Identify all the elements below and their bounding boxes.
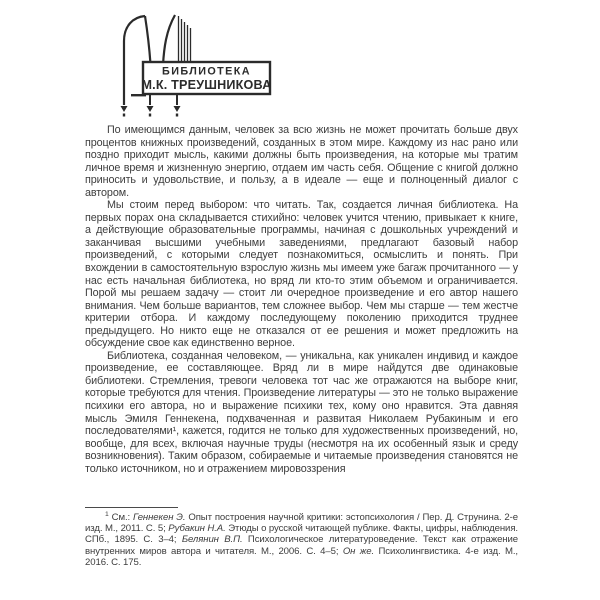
footnote: $^1$ См.: Геннекен Э. Опыт построения научной критики: эстопсихология / Пер. Д. Струнина. 2-е изд. М., 2011. С. 5; Рубакин Н.А. Этюды о русской читающей публике. Факты, цифры, наблюдения. СПб., 1895. С. 3–4; Белянин В.П. Психологическое литературоведение. Текст как отражение внутренних миров автора и читателя. М., 2006. С. 4–5; Он же. Психолингвистика. 4-е изд. М., 2016. С. 175. <box>85 510 518 568</box>
bookmark-tassel-lines <box>150 95 177 105</box>
book-right-page-curve <box>163 15 175 65</box>
open-book-icon <box>98 8 278 123</box>
book-left-page-edge <box>145 16 151 64</box>
footnote-divider <box>85 507 178 508</box>
logo-series-title-line1: БИБЛИОТЕКА <box>162 65 251 78</box>
body-paragraph: По имеющимся данным, человек за всю жизнь не может прочитать больше двух процентов книжных произведений, созданных в этом мире. Каждому из нас рано или поздно приходит мысль, какими должны быть произведения, на которые мы тратим личное время и жизненную энергию, отдаем им часть себя. Общение с книгой должно приносить и удовольствие, и пользу, а в идеале — еще и полноценный диалог с автором. <box>85 124 518 199</box>
body-text-block <box>85 124 518 475</box>
body-paragraph: Мы стоим перед выбором: что читать. Так, создается личная библиотека. На первых порах она складывается стихийно: человек учится чтению, привыкает к книге, а действующие образовательные программы, начиная с дошкольных учреждений и заканчивая высшими учебными заведениями, предлагают базовый набор произведений, с которыми следует познакомиться, осмыслить и понять. При вхождении в самостоятельную взрослую жизнь мы имеем уже багаж прочитанного — у нас есть начальная библиотека, но вряд ли кто-то этим объемом и ограничивается. Порой мы решаем задачу — стоит ли очередное произведение и его автор нашего внимания. Чем больше вариантов, тем сложнее выбор. Чем мы старше — тем жестче критерии отбора. И каждому последующему поколению приходится труднее предыдущего. Но никто еще не отказался от ее решения и может предложить на обсуждение свое как единственно верное. <box>85 199 518 350</box>
publisher-logo <box>98 8 278 123</box>
bookmark-tassel-tips <box>121 106 181 117</box>
body-paragraph: Библиотека, созданная человеком, — уникальна, как уникален индивид и каждое произведение, ее составляющее. Вряд ли в мире найдутся две одинаковые библиотеки. Стремления, тревоги человека тот час же отражаются на выборе книг, которые требуются для чтения. Произведение литературы — это не только выражение психики его автора, но и выражение психики тех, кому оно нравится. Эта давняя мысль Эмиля Геннекена, подхваченная и развитая Николаем Рубакиным и его последователями¹, кажется, годится не только для художественных произведений, но, вообще, для всех, включая научные труды (несмотря на их особенный язык и среду возникновения). Таким образом, собираемые и читаемые произведения становятся не только источником, но и отражением мировоззрения <box>85 349 518 475</box>
book-page-fan-lines <box>179 16 191 61</box>
logo-series-title-line2: М.К. ТРЕУШНИКОВА <box>141 78 272 92</box>
